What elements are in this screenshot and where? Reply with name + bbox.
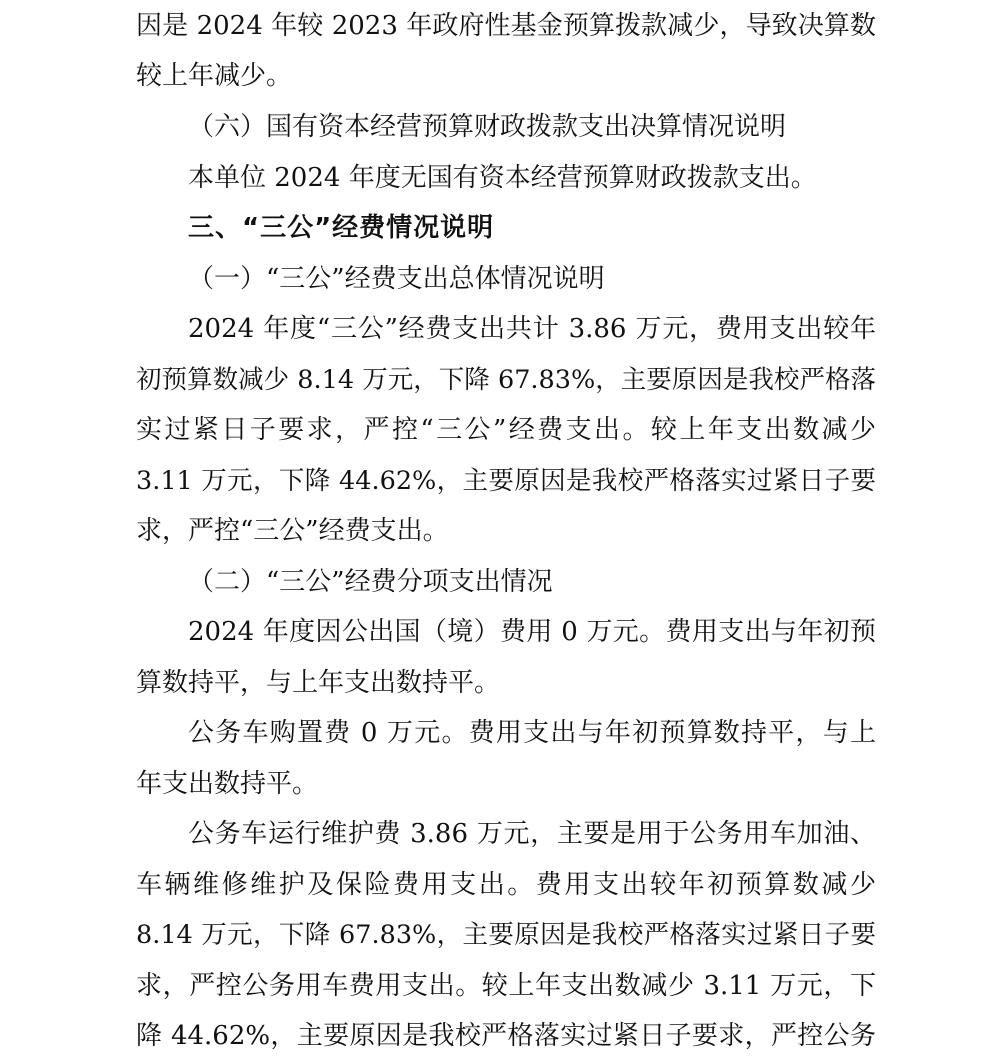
paragraph-line: 车辆维修维护及保险费用支出。费用支出较年初预算数减少 (136, 870, 876, 900)
subsection-heading-2: （二）“三公”经费分项支出情况 (188, 567, 553, 597)
paragraph-line: 公务车运行维护费 3.86 万元，主要是用于公务用车加油、 (188, 819, 876, 849)
paragraph-line: 年支出数持平。 (136, 769, 319, 799)
paragraph-line: 2024 年度“三公”经费支出共计 3.86 万元，费用支出较年 (188, 314, 876, 344)
paragraph-line: 降 44.62%，主要原因是我校严格落实过紧日子要求，严控公务 (136, 1021, 876, 1051)
paragraph-line: 因是 2024 年较 2023 年政府性基金预算拨款减少，导致决算数 (136, 11, 876, 41)
paragraph-line: 算数持平，与上年支出数持平。 (136, 668, 501, 698)
paragraph-line: 2024 年度因公出国（境）费用 0 万元。费用支出与年初预 (188, 617, 876, 647)
paragraph-line: 8.14 万元，下降 67.83%，主要原因是我校严格落实过紧日子要 (136, 920, 876, 950)
paragraph-line: 求，严控公务用车费用支出。较上年支出数减少 3.11 万元，下 (136, 971, 876, 1001)
paragraph-line: 初预算数减少 8.14 万元，下降 67.83%，主要原因是我校严格落 (136, 365, 876, 395)
subsection-heading-1: （一）“三公”经费支出总体情况说明 (188, 264, 605, 294)
paragraph-line: 本单位 2024 年度无国有资本经营预算财政拨款支出。 (188, 163, 817, 193)
paragraph-line: 实过紧日子要求，严控“三公”经费支出。较上年支出数减少 (136, 415, 876, 445)
paragraph-line: 公务车购置费 0 万元。费用支出与年初预算数持平，与上 (188, 718, 876, 748)
subsection-heading-6: （六）国有资本经营预算财政拨款支出决算情况说明 (188, 112, 787, 142)
paragraph-line: 求，严控“三公”经费支出。 (136, 516, 449, 546)
paragraph-line: 3.11 万元，下降 44.62%，主要原因是我校严格落实过紧日子要 (136, 466, 876, 496)
paragraph-line: 较上年减少。 (136, 61, 293, 91)
section-heading-3: 三、“三公”经费情况说明 (188, 213, 495, 243)
